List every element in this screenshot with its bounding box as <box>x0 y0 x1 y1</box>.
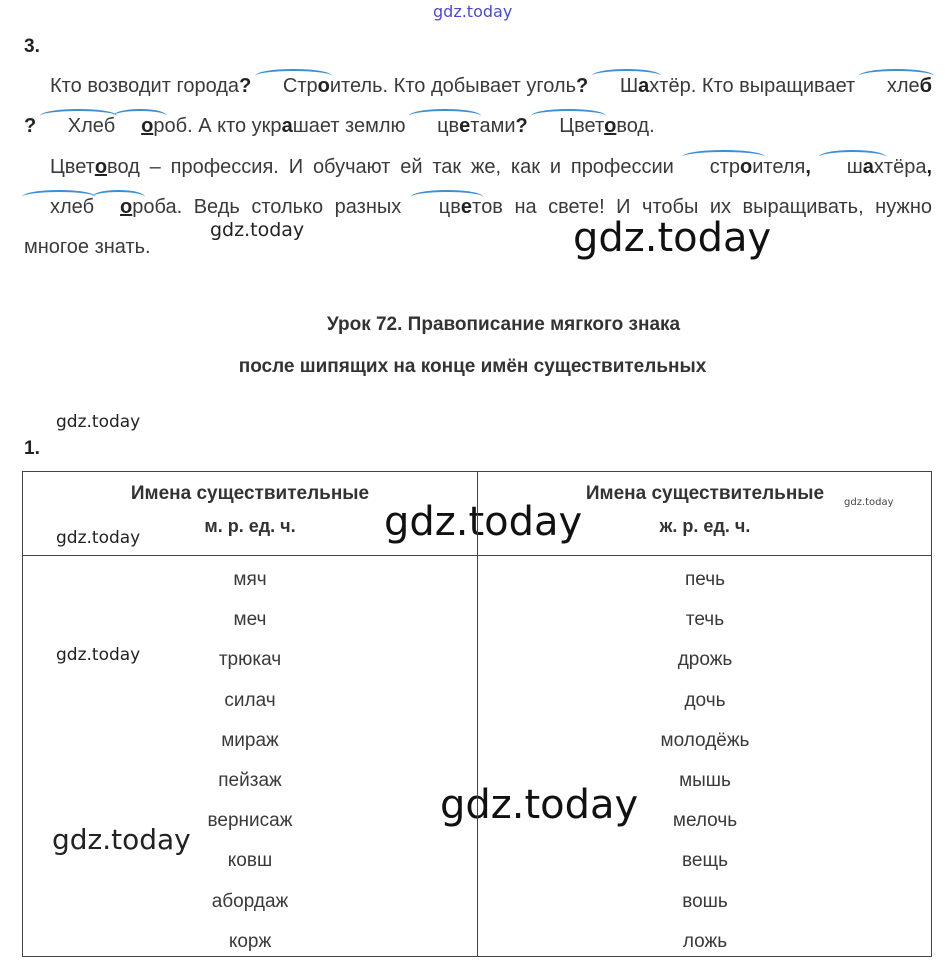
watermark-large: gdz.today <box>440 782 639 828</box>
list-item: мелочь <box>672 810 738 832</box>
word-root-arc: шах <box>821 157 884 177</box>
list-item: мираж <box>221 729 279 751</box>
masculine-header-title: Имена существительные <box>130 483 370 504</box>
watermark: gdz.today <box>56 412 141 432</box>
word-root-arc: Цвет <box>533 116 604 136</box>
list-item: трюкач <box>218 649 282 671</box>
word-root-arc: хлеб <box>24 197 94 217</box>
watermark-large: gdz.today <box>573 215 772 261</box>
word-root-arc: хлеб <box>861 76 932 96</box>
list-item: вещь <box>682 850 728 872</box>
lesson-title: Урок 72. Правописание мягкого знака <box>326 314 681 335</box>
word-root-arc: строи <box>684 157 764 177</box>
list-item: корж <box>228 930 272 952</box>
feminine-list <box>478 560 932 962</box>
feminine-column-header <box>478 478 932 542</box>
watermark: gdz.today <box>210 219 305 241</box>
table-divider-horizontal <box>23 555 931 556</box>
word-root-arc: ор <box>115 116 164 136</box>
masculine-column-header <box>23 478 477 542</box>
masculine-list <box>23 560 477 962</box>
exercise-3-number: 3. <box>24 36 40 57</box>
word-root-arc: Стро <box>257 76 330 96</box>
list-item: молодёжь <box>660 729 750 751</box>
feminine-header-sub: ж. р. ед. ч. <box>659 516 751 536</box>
list-item: дрожь <box>677 649 733 671</box>
list-item: ложь <box>682 930 728 952</box>
exercise-1-number: 1. <box>24 438 40 459</box>
word-root-arc: цвет <box>413 197 481 217</box>
word-root-arc: Хлеб <box>42 116 115 136</box>
masculine-header-sub: м. р. ед. ч. <box>204 516 296 536</box>
watermark: gdz.today <box>52 823 191 856</box>
watermark: gdz.today <box>56 528 141 548</box>
list-item: вошь <box>682 890 728 912</box>
word-root-arc: цвет <box>411 116 479 136</box>
feminine-header-title: Имена существительные <box>585 483 825 504</box>
list-item: пейзаж <box>218 769 282 791</box>
list-item: печь <box>684 569 726 590</box>
watermark-large: gdz.today <box>384 499 583 545</box>
watermark: gdz.today <box>56 645 141 665</box>
list-item: ковш <box>227 850 273 872</box>
list-item: дочь <box>684 689 726 711</box>
word-root-arc: Шах <box>594 76 659 96</box>
watermark-tiny: gdz.today <box>844 497 894 508</box>
word-root-arc: ор <box>94 197 143 217</box>
list-item: абордаж <box>211 890 289 912</box>
lesson-subtitle: после шипящих на конце имён существительных <box>238 356 707 377</box>
list-item: силач <box>224 689 276 711</box>
watermark-top: gdz.today <box>433 2 513 21</box>
list-item: мышь <box>679 769 731 791</box>
list-item: течь <box>685 609 725 631</box>
exercise-3-paragraph-1: Кто возводит города? Строитель. Кто добывает уголь? Шахтёр. Кто выращивает хлеб? Хлеб ороб. А кто украшает землю цветами? Цветовод. <box>24 75 932 137</box>
list-item: меч <box>233 609 267 631</box>
nouns-table <box>22 471 932 957</box>
exercise-3-paragraph-2: Цветовод – профессия. И обучают ей так же, как и профессии строителя, шахтёра, хлеб ороба. Ведь столько разных цветов на свете! И чтобы их выращивать, нужно многое знать. <box>24 156 932 258</box>
list-item: мяч <box>233 569 267 590</box>
list-item: вернисаж <box>207 810 293 832</box>
